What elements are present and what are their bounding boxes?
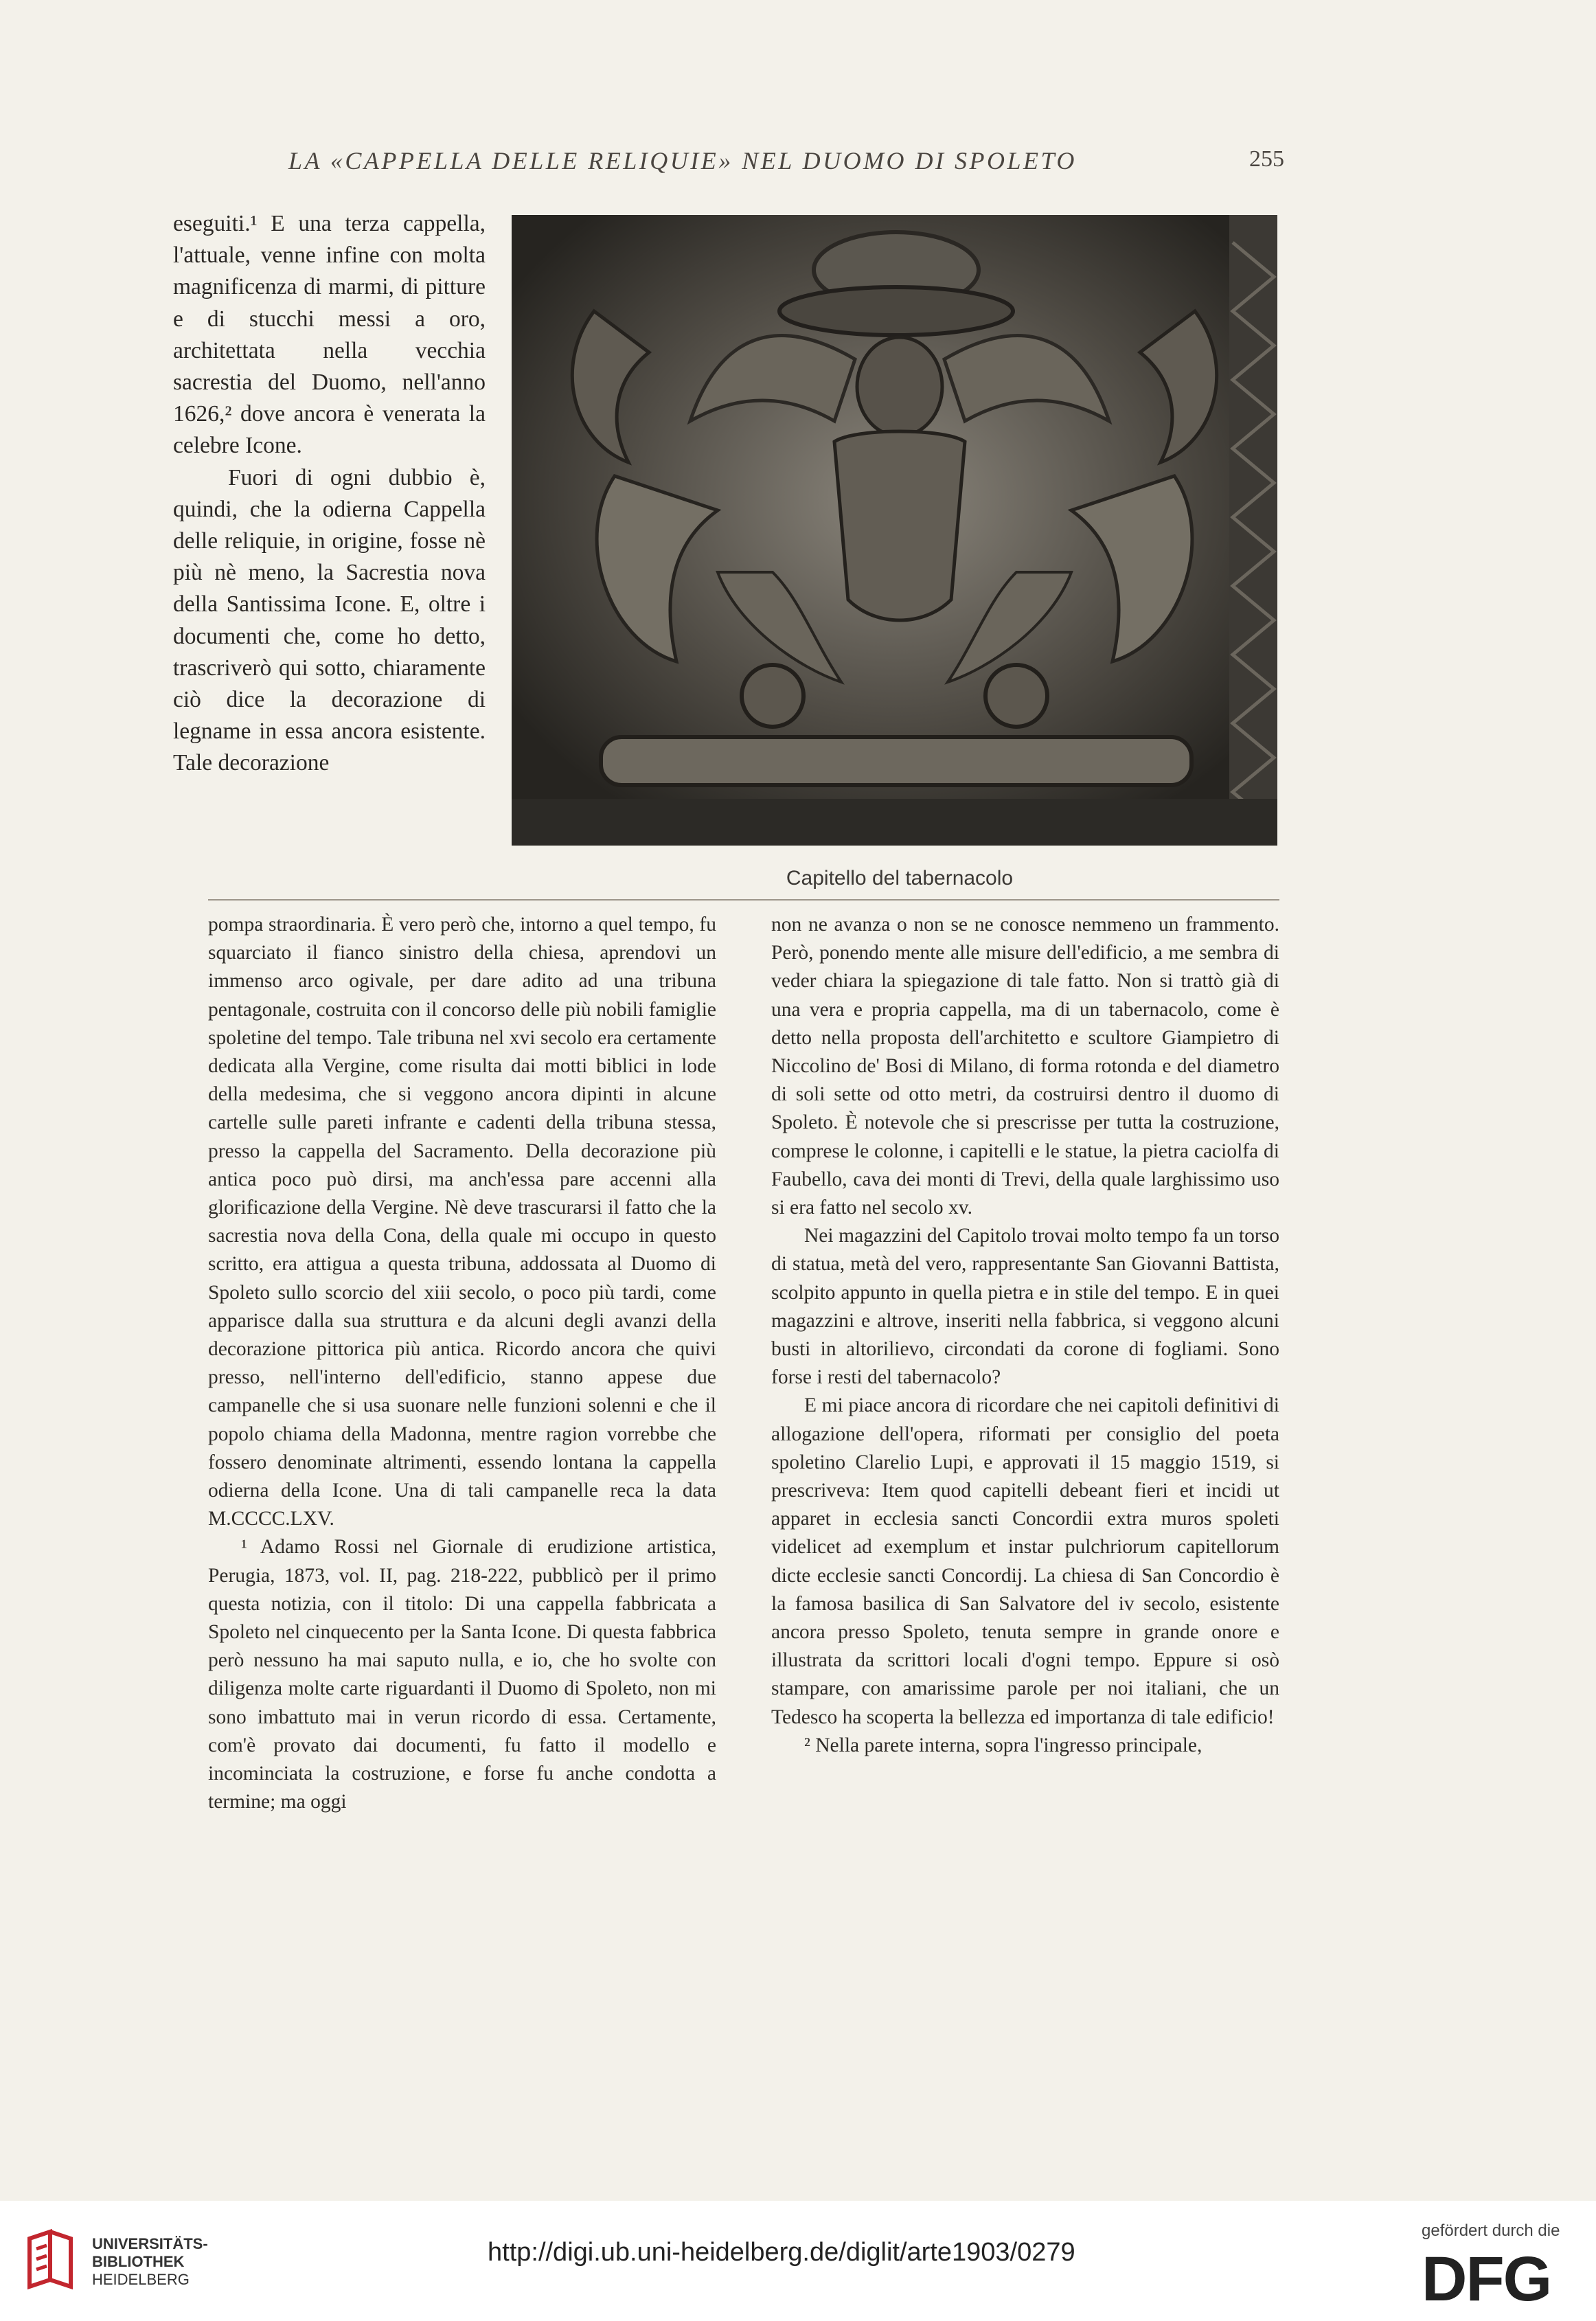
permalink-url[interactable]: http://digi.ub.uni-heidelberg.de/diglit/arte1903/0279: [488, 2238, 1075, 2267]
library-line-2: BIBLIOTHEK: [92, 2253, 185, 2270]
footer-bar: [0, 2201, 1596, 2321]
page-number: 255: [1249, 146, 1284, 172]
right-paragraph-2: Nei magazzini del Capitolo trovai molto tempo fa un torso di statua, metà del vero, rappresentante San Giovanni Battista, scolpito appunto in quella pietra e in stile del tempo. E in quei magazzini e altrove, inseriti nella fabbrica, si veggono alcuni busti in altorilievo, circondati da corone di fogliami. Sono forse i resti del tabernacolo?: [771, 1225, 1279, 1389]
intro-paragraph-1: eseguiti.¹ E una terza cappella, l'attuale, venne infine con molta magnificenza di marmi, di pitture e di stucchi messi a oro, architettata nella vecchia sacrestia del Duomo, nell'anno 1626,² dove ancora è venerata la celebre Icone.: [173, 211, 486, 459]
running-title: LA «CAPPELLA DELLE RELIQUIE» NEL DUOMO DI SPOLETO: [288, 147, 1077, 174]
left-column: [208, 911, 716, 1817]
right-paragraph-3: E mi piace ancora di ricordare che nei capitoli definitivi di allogazione dell'opera, riformati per consiglio del poeta spoletino Clarelio Lupi, e approvati il 15 maggio 1519, si prescriveva: Item quod capitelli debeant fieri et incidi ut apparet in ecclesia sancti Concordii extra muros spoleti videlicet ad exemplum et instar pulchriorum capitellorum dicte ecclesie sancti Concordij. La chiesa di San Concordio è la famosa basilica di San Salvatore del iv secolo, esistente ancora presso Spoleto, tenuta sempre in grande onore e illustrata da scrittori locali d'ogni tempo. Eppure si osò stampare, con amarissime parole per noi italiani, che un Tedesco ha scoperta la bellezza ed importanza di tale edificio!: [771, 1394, 1279, 1728]
library-logo-icon: [19, 2228, 81, 2290]
right-column: [771, 911, 1279, 1760]
running-header: [288, 146, 1284, 188]
carved-capital-illustration: [512, 215, 1277, 846]
dfg-logo: DFG: [1422, 2244, 1551, 2314]
footnote-2: ² Nella parete interna, sopra l'ingresso principale,: [804, 1734, 1202, 1756]
sponsor-caption: gefördert durch die: [1422, 2221, 1560, 2240]
intro-paragraph-2: Fuori di ogni dubbio è, quindi, che la odierna Cappella delle reliquie, in origine, fosse nè più nè meno, la Sacrestia nova della Santissima Icone. E, oltre i documenti che, come ho detto, trascriverò qui sotto, chiaramente ciò dice la decorazione di legname in essa ancora esistente. Tale decorazione: [173, 464, 486, 776]
figure-caption: Capitello del tabernacolo: [786, 867, 1014, 890]
left-paragraph-1: pompa straordinaria. È vero però che, intorno a quel tempo, fu squarciato il fianco sinistro della chiesa, aprendovi un immenso arco ogivale, per dare adito ad una tribuna pentagonale, costruita con il concorso delle più nobili famiglie spoletine del tempo. Tale tribuna nel xvi secolo era certamente dedicata alla Vergine, come risulta dai motti biblici in lode della medesima, che si veggono ancora dipinti in alcune cartelle sulle pareti infrante e cadenti della tribuna stessa, presso la cappella del Sacramento. Della decorazione più antica poco può dirsi, ma anch'essa pare accenni alla glorificazione della Vergine. Nè deve trascurarsi il fatto che la sacrestia nova della Cona, della quale mi occupo in questo scritto, era attigua a questa tribuna, addossata al Duomo di Spoleto sullo scorcio del xiii secolo, o poco più tardi, come apparisce dalla sua struttura e da alcuni degli avanzi della decorazione pittorica più antica. Ricordo ancora che quivi presso, nell'interno dell'edificio, stanno appese due campanelle che si usa suonare nelle funzioni solenni e che il popolo chiama della Madonna, mentre ragion vorrebbe che fossero denominate altrimenti, essendo lontana la cappella odierna della Icone. Una di tali campanelle reca la data M.CCCC.LXV.: [208, 914, 716, 1530]
intro-text: [173, 208, 486, 780]
footnote-1: ¹ Adamo Rossi nel Giornale di erudizione artistica, Perugia, 1873, vol. II, pag. 218-222, pubblicò per il primo questa notizia, con il titolo: Di una cappella fabbricata a Spoleto nel cinquecento per la Santa Icone. Di questa fabbrica però nessuno ha mai saputo nulla, e io, che ho svolte con diligenza molte carte riguardanti il Duomo di Spoleto, non mi sono imbattuto mai in verun ricordo di essa. Certamente, com'è provato dai documenti, fu fatto il modello e incominciata la costruzione, e forse fu anche condotta a termine; ma oggi: [208, 1536, 716, 1813]
library-line-1: UNIVERSITÄTS-: [92, 2235, 208, 2252]
capital-photograph: [512, 215, 1277, 846]
library-line-3: HEIDELBERG: [92, 2271, 190, 2288]
divider: [208, 899, 1279, 901]
library-name: [92, 2235, 208, 2289]
right-paragraph-1: non ne avanza o non se ne conosce nemmeno un frammento. Però, ponendo mente alle misure dell'edificio, a me sembra di veder chiara la spiegazione di tale fatto. Non si trattò già di una vera e propria cappella, ma di un tabernacolo, come è detto nella proposta dell'architetto e scultore Giampietro di Niccolino de' Bosi di Milano, di forma rotonda e del diametro di soli sette od otto metri, da costruirsi dentro il duomo di Spoleto. È notevole che si prescrisse per tutta la costruzione, comprese le colonne, i capitelli e le statue, la pietra caciolfa di Faubello, cava dei monti di Trevi, della quale larghissimo uso si era fatto nel secolo xv.: [771, 914, 1279, 1219]
